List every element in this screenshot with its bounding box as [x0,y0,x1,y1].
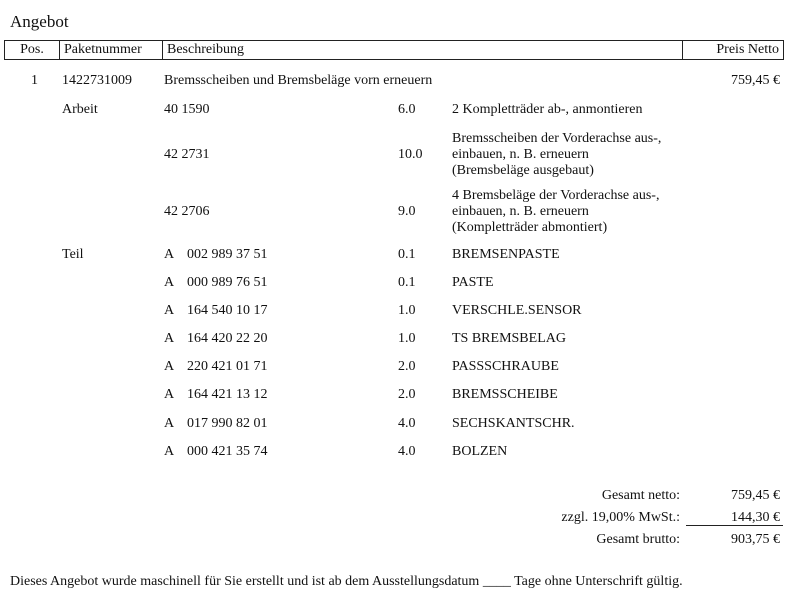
teil-prefix: A [164,387,175,402]
header-pos: Pos. [5,41,60,59]
footer-blank: ____ [482,574,511,589]
footer-text-1: Dieses Angebot wurde maschinell für Sie erstellt und ist ab dem Ausstellungsdatum [10,574,480,589]
teil-name: VERSCHLE.SENSOR [452,303,582,318]
header-paketnummer: Paketnummer [60,41,163,59]
arbeit-qty: 9.0 [398,204,416,219]
teil-number: 164 420 22 20 [187,331,268,346]
teil-qty: 4.0 [398,444,416,459]
teil-name: BOLZEN [452,444,508,459]
arbeit-qty: 6.0 [398,102,416,117]
total-netto-label: Gesamt netto: [601,488,680,503]
total-brutto-label: Gesamt brutto: [596,532,680,547]
teil-number: 164 540 10 17 [187,303,268,318]
teil-label: Teil [62,247,84,262]
arbeit-text: 2 Kompletträder ab-, anmontieren [452,102,643,117]
arbeit-text-line: einbauen, n. B. erneuern [452,147,589,162]
teil-number: 000 989 76 51 [187,275,268,290]
teil-prefix: A [164,331,175,346]
position-preis: 759,45 € [731,73,780,88]
teil-name: SECHSKANTSCHR. [452,416,575,431]
teil-number: 164 421 13 12 [187,387,268,402]
position-number: 1 [31,73,38,88]
arbeit-code: 42 2706 [164,204,210,219]
teil-qty: 1.0 [398,331,416,346]
arbeit-code: 40 1590 [164,102,210,117]
header-preis: Preis Netto [716,42,779,57]
teil-name: PASSSCHRAUBE [452,359,559,374]
document-title: Angebot [10,12,69,31]
arbeit-label: Arbeit [62,102,98,117]
teil-qty: 1.0 [398,303,416,318]
teil-qty: 2.0 [398,387,416,402]
arbeit-text-line: Bremsscheiben der Vorderachse aus-, [452,131,662,146]
header-beschreibung: Beschreibung [163,41,683,59]
teil-prefix: A [164,247,175,262]
teil-prefix: A [164,444,175,459]
teil-number: 002 989 37 51 [187,247,268,262]
teil-qty: 0.1 [398,247,416,262]
position-beschreibung: Bremsscheiben und Bremsbeläge vorn erneuern [164,73,433,88]
arbeit-text-line: (Bremsbeläge ausgebaut) [452,163,594,178]
position-paketnummer: 1422731009 [62,73,132,88]
footer-note [10,574,683,590]
footer-text-2: Tage ohne Unterschrift gültig. [514,574,683,589]
total-brutto-value: 903,75 € [731,532,780,547]
teil-name: TS BREMSBELAG [452,331,566,346]
arbeit-text-line: einbauen, n. B. erneuern [452,204,589,219]
teil-prefix: A [164,359,175,374]
teil-prefix: A [164,416,175,431]
total-divider [686,525,783,526]
teil-number: 017 990 82 01 [187,416,268,431]
teil-name: BREMSSCHEIBE [452,387,558,402]
total-netto-value: 759,45 € [731,488,780,503]
teil-qty: 2.0 [398,359,416,374]
teil-prefix: A [164,275,175,290]
table-header [4,40,784,60]
total-mwst-value: 144,30 € [731,510,780,525]
arbeit-text-line: (Kompletträder abmontiert) [452,220,608,235]
teil-qty: 4.0 [398,416,416,431]
teil-number: 000 421 35 74 [187,444,268,459]
teil-qty: 0.1 [398,275,416,290]
arbeit-qty: 10.0 [398,147,423,162]
total-mwst-label: zzgl. 19,00% MwSt.: [561,510,680,525]
teil-number: 220 421 01 71 [187,359,268,374]
arbeit-text-line: 4 Bremsbeläge der Vorderachse aus-, [452,188,660,203]
teil-name: PASTE [452,275,494,290]
teil-name: BREMSENPASTE [452,247,560,262]
arbeit-code: 42 2731 [164,147,210,162]
teil-prefix: A [164,303,175,318]
